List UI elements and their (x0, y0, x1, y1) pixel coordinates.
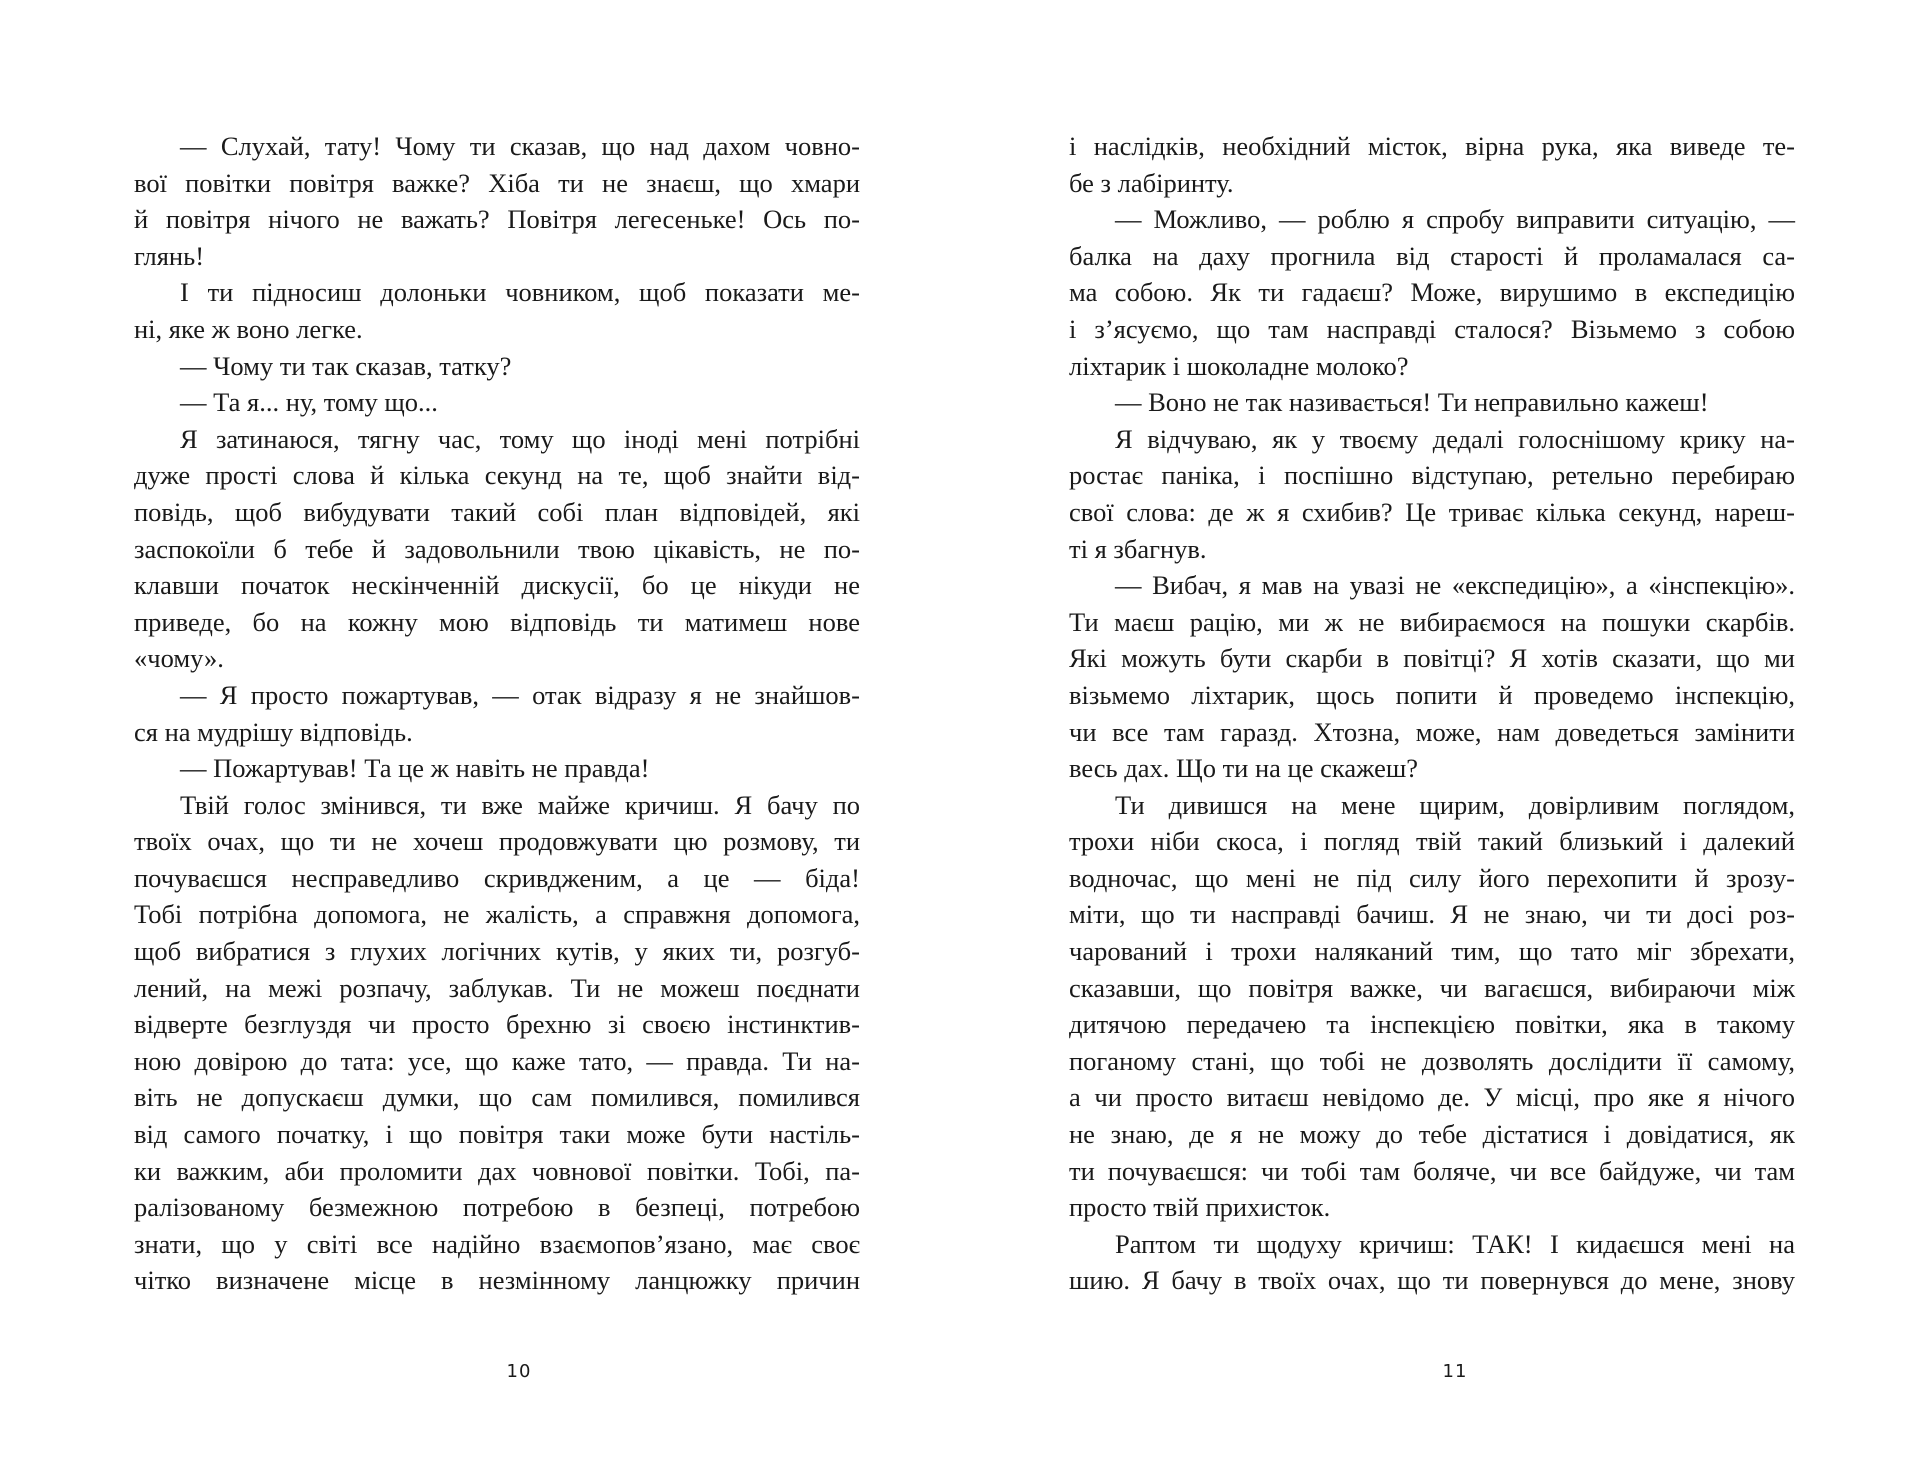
text-line: не знаю, де я не можу до тебе дістатися і довідатися, як (1069, 1119, 1795, 1150)
text-line: приведе, бо на кожну мою відповідь ти матимеш нове (134, 606, 860, 637)
text-line: ки важким, аби проломити дах човнової повітки. Тобі, па- (134, 1155, 860, 1186)
text-line: дитячою передачею та інспекцією повітки, яка в такому (1069, 1009, 1795, 1040)
text-line: віть не допускаєш думки, що сам помилився, помилився (134, 1082, 860, 1113)
text-line: — Чому ти так сказав, татку? (180, 350, 512, 381)
text-line: просто твій прихисток. (1069, 1192, 1331, 1223)
text-line: поганому стані, що тобі не дозволять дослідити її самому, (1069, 1045, 1795, 1076)
text-line: заспокоїли б тебе й задовольнили твою цікавість, не по- (134, 533, 860, 564)
text-line: трохи ніби скоса, і погляд твій такий близький і далекий (1069, 826, 1795, 857)
text-line: вої повітки повітря важке? Хіба ти не знаєш, що хмари (134, 167, 860, 198)
text-line: сказавши, що повітря важке, чи вагаєшся, вибираючи між (1069, 972, 1795, 1003)
text-line: ні, яке ж воно легке. (134, 313, 363, 344)
text-line: бе з лабіринту. (1069, 167, 1234, 198)
text-line: шию. Я бачу в твоїх очах, що ти повернувся до мене, знову (1069, 1265, 1795, 1296)
text-line: ма собою. Як ти гадаєш? Може, вирушимо в експедицію (1069, 277, 1795, 308)
text-line: — Та я... ну, тому що... (180, 387, 438, 418)
text-line: візьмемо ліхтарик, щось попити й проведемо інспекцію, (1069, 679, 1795, 710)
text-line: — Воно не так називається! Ти неправильно кажеш! (1115, 387, 1709, 418)
text-line: — Слухай, тату! Чому ти сказав, що над дахом човно- (180, 131, 860, 161)
text-line: а чи просто витаєш невідомо де. У місці, про яке я нічого (1069, 1082, 1795, 1113)
text-line: повідь, щоб вибудувати такий собі план відповідей, які (134, 496, 860, 527)
text-line: твоїх очах, що ти не хочеш продовжувати цю розмову, ти (134, 826, 860, 857)
text-line: чітко визначене місце в незмінному ланцюжку причин (134, 1265, 860, 1296)
text-line: І ти підносиш долоньки човником, щоб показати ме- (180, 277, 860, 308)
text-line: глянь! (134, 240, 205, 271)
text-line: і наслідків, необхідний місток, вірна рука, яка виведе те- (1069, 131, 1795, 161)
text-line: — Я просто пожартував, — отак відразу я не знайшов- (180, 679, 860, 710)
text-line: ся на мудрішу відповідь. (134, 716, 413, 747)
left-page-text (134, 128, 860, 1299)
text-line: і з’ясуємо, що там насправді сталося? Візьмемо з собою (1069, 313, 1795, 344)
text-line: ліхтарик і шоколадне молоко? (1069, 350, 1409, 381)
text-line: Я затинаюся, тягну час, тому що іноді мені потрібні (180, 423, 860, 454)
left-page-number: 10 (506, 1361, 532, 1382)
text-line: Раптом ти щодуху кричиш: ТАК! І кидаєшся мені на (1115, 1228, 1795, 1259)
text-line: ною довірою до тата: усе, що каже тато, — правда. Ти на- (134, 1045, 860, 1076)
text-line: Тобі потрібна допомога, не жалість, а справжня допомога, (134, 899, 860, 930)
text-line: міти, що ти насправді бачиш. Я не знаю, чи ти досі роз- (1069, 899, 1795, 930)
text-line: відверте безглуздя чи просто брехню зі своєю інстинктив- (134, 1009, 860, 1040)
text-line: — Вибач, я мав на увазі не «експедицію», а «інспекцію». (1115, 570, 1795, 601)
text-line: «чому». (134, 643, 224, 674)
text-line: Ти дивишся на мене щирим, довірливим поглядом, (1115, 789, 1795, 820)
text-line: водночас, що мені не під силу його перехопити й зрозу- (1069, 862, 1795, 893)
text-line: щоб вибратися з глухих логічних кутів, у яких ти, розгуб- (134, 936, 860, 967)
text-line: балка на даху прогнила від старості й проламалася са- (1069, 240, 1795, 271)
text-line: лений, на межі розпачу, заблукав. Ти не можеш поєднати (134, 972, 860, 1003)
text-line: Я відчуваю, як у твоєму дедалі голоснішому крику на- (1115, 423, 1795, 454)
text-line: Ти маєш рацію, ми ж не вибираємося на пошуки скарбів. (1069, 606, 1795, 637)
text-line: ти почуваєшся: чи тобі там боляче, чи все байдуже, чи там (1069, 1155, 1795, 1186)
text-line: почуваєшся несправедливо скривдженим, а це — біда! (134, 862, 860, 893)
text-line: й повітря нічого не важать? Повітря легесеньке! Ось по- (134, 204, 860, 235)
text-line: клавши початок нескінченній дискусії, бо це нікуди не (134, 570, 860, 601)
text-line: Твій голос змінився, ти вже майже кричиш. Я бачу по (180, 789, 860, 820)
text-line: Які можуть бути скарби в повітці? Я хотів сказати, що ми (1069, 643, 1795, 674)
text-line: — Пожартував! Та це ж навіть не правда! (180, 753, 650, 784)
text-line: чарований і трохи наляканий тим, що тато міг збрехати, (1069, 936, 1795, 967)
right-page-number: 11 (1442, 1361, 1468, 1382)
text-line: — Можливо, — роблю я спробу виправити ситуацію, — (1115, 204, 1795, 235)
text-line: ралізованому безмежною потребою в безпеці, потребою (134, 1192, 860, 1223)
right-page-text (1069, 128, 1795, 1299)
text-line: весь дах. Що ти на це скажеш? (1069, 753, 1419, 784)
text-line: дуже прості слова й кілька секунд на те, щоб знайти від- (134, 460, 860, 491)
text-line: свої слова: де ж я схибив? Це триває кілька секунд, нареш- (1069, 496, 1795, 527)
text-line: ростає паніка, і поспішно відступаю, ретельно перебираю (1069, 460, 1795, 491)
text-line: від самого початку, і що повітря таки може бути настіль- (134, 1119, 860, 1150)
text-line: ті я збагнув. (1069, 533, 1207, 564)
text-line: знати, що у світі все надійно взаємопов’язано, має своє (134, 1228, 860, 1259)
text-line: чи все там гаразд. Хтозна, може, нам доведеться замінити (1069, 716, 1795, 747)
